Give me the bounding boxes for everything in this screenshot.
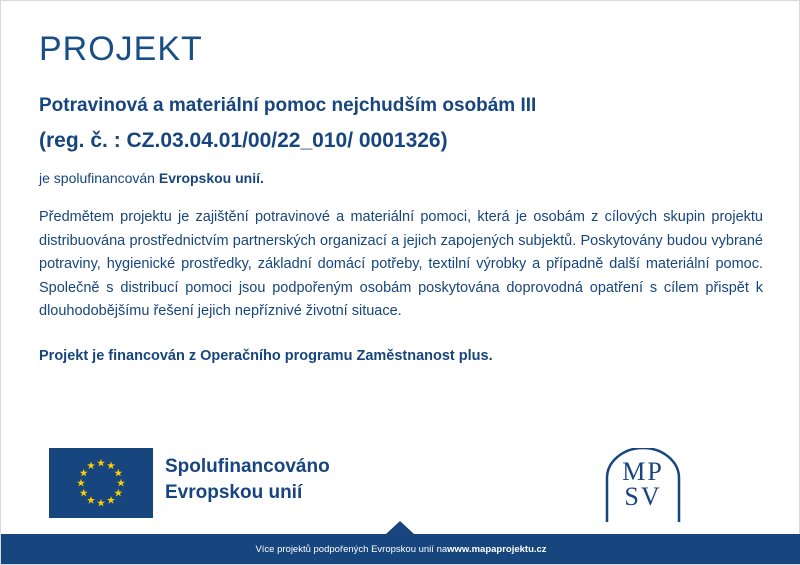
cofinancing-note bbox=[39, 170, 763, 186]
footer-text: Více projektů podpořených Evropskou unií na bbox=[255, 543, 448, 555]
project-registration-number: (reg. č. : CZ.03.04.01/00/22_010/ 0001326) bbox=[39, 129, 448, 153]
mpsv-logo-icon bbox=[599, 446, 687, 522]
project-subtitle: Potravinová a materiální pomoc nejchudším osobám III bbox=[39, 95, 537, 117]
mpsv-logo-line2: SV bbox=[624, 481, 662, 511]
footer-notch bbox=[386, 521, 414, 534]
page-title: PROJEKT bbox=[39, 30, 203, 68]
footer-link[interactable]: www.mapaprojektu.cz bbox=[447, 543, 547, 555]
eu-logo-line1: Spolufinancováno bbox=[165, 456, 330, 477]
eu-flag-icon bbox=[49, 448, 153, 518]
eu-logo-line2: Evropskou unií bbox=[165, 481, 303, 503]
footer-bar bbox=[1, 534, 800, 564]
cofinancing-source: Evropskou unií. bbox=[158, 170, 264, 187]
mpsv-logo-line1: MP bbox=[622, 457, 664, 486]
eu-logo-text bbox=[165, 454, 330, 505]
funding-programme-line: Projekt je financován z Operačního programu Zaměstnanost plus. bbox=[39, 347, 493, 364]
logo-row bbox=[39, 446, 763, 526]
project-description: Předmětem projektu je zajištění potravinové a materiální pomoci, která je osobám z cílových skupin projektu distribuována prostřednictvím partnerských organizací a jejich zapojených subjektů. Poskytovány budou vybrané potraviny, hygienické prostředky, základní domácí potřeby, textilní výrobky a případně další materiální pomoc. Společně s distribucí pomoci jsou podpořeným osobám poskytována doprovodná opatření s cílem přispět k dlouhodobějšímu řešení jejich nepříznivé životní situace. bbox=[39, 209, 763, 320]
poster-content bbox=[39, 31, 763, 364]
cofinancing-prefix: je spolufinancován bbox=[39, 170, 159, 187]
